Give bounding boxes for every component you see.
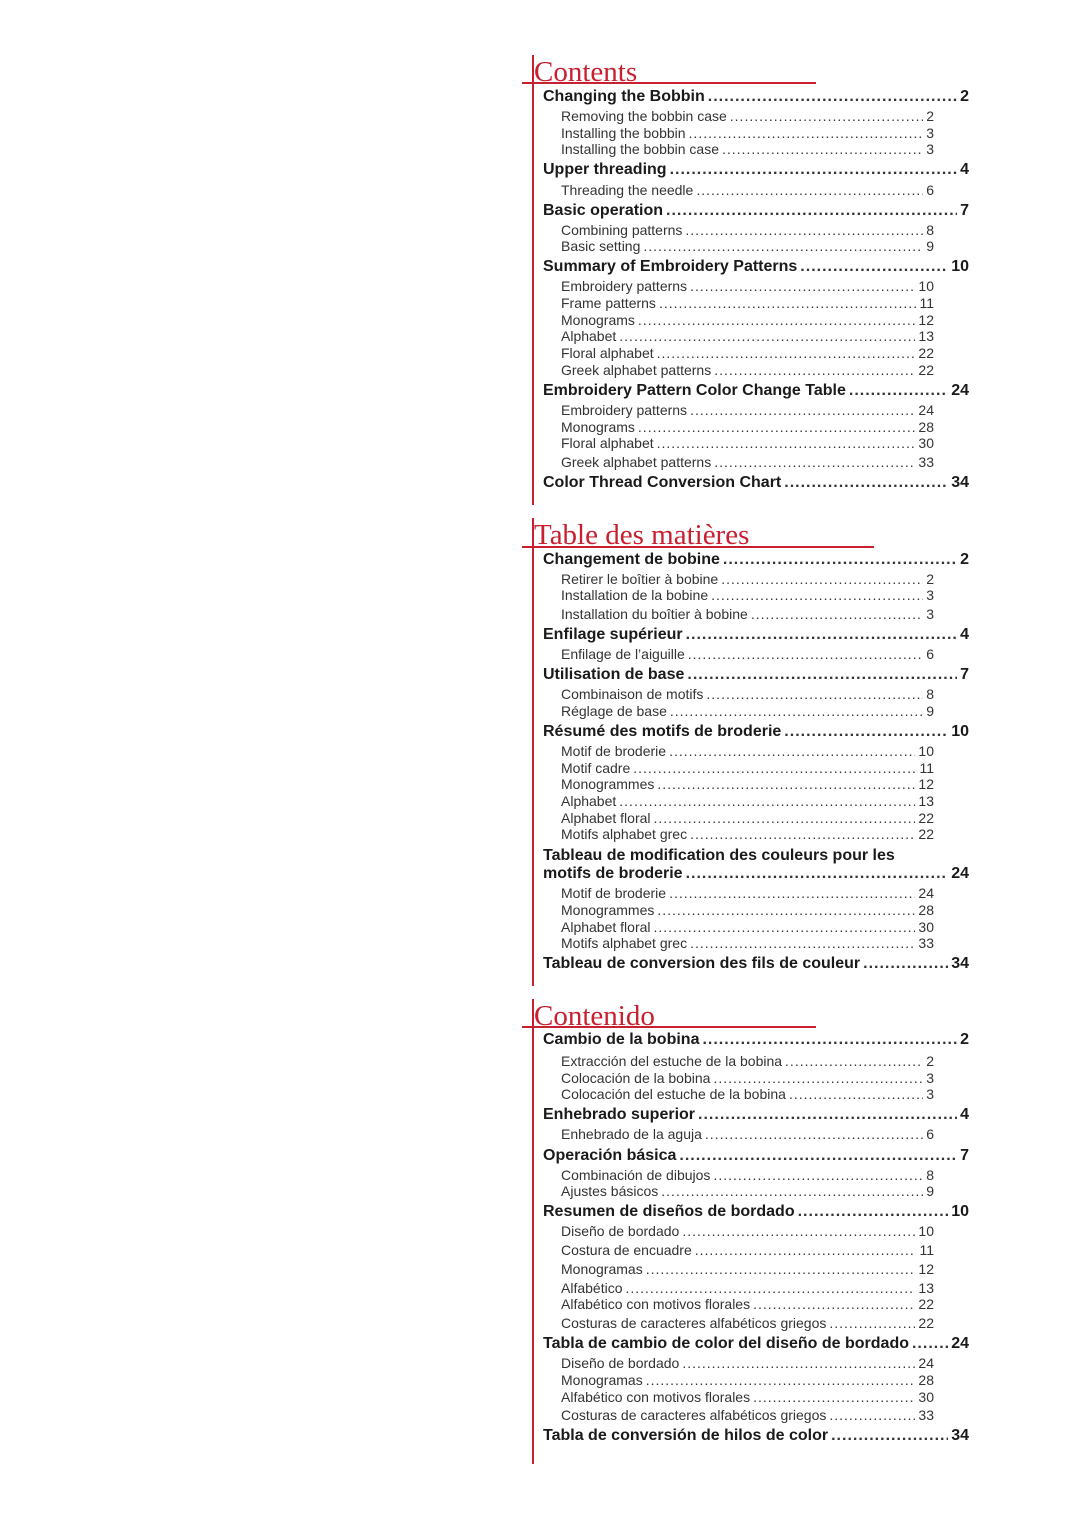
toc-subentry[interactable]: Costura de encuadre ..... 11 (561, 1242, 934, 1258)
toc-subentry[interactable]: Réglage de base ..... 9 (561, 703, 934, 719)
toc-subentry[interactable]: Enfilage de l’aiguille ..... 6 (561, 646, 934, 662)
toc-subentry[interactable]: Enhebrado de la aguja ..... 6 (561, 1126, 934, 1142)
toc-entry[interactable]: Tableau de conversion des fils de couleur ..... 34 (543, 955, 969, 973)
toc-subentry[interactable]: Installing the bobbin case ..... 3 (561, 141, 934, 157)
toc-entry[interactable]: Color Thread Conversion Chart ..... 34 (543, 474, 969, 492)
toc-subentry[interactable]: Installing the bobbin ..... 3 (561, 125, 934, 141)
toc-section-spanish (532, 999, 972, 1464)
toc-entry[interactable]: Embroidery Pattern Color Change Table ..... 24 (543, 382, 969, 400)
toc-subentry[interactable]: Colocación de la bobina ..... 3 (561, 1070, 934, 1086)
toc-subentry[interactable]: Monogrammes ..... 28 (561, 902, 934, 918)
toc-subentry[interactable]: Removing the bobbin case ..... 2 (561, 108, 934, 124)
toc-subentry[interactable]: Motif cadre ..... 11 (561, 760, 934, 776)
toc-subentry[interactable]: Alfabético con motivos florales ..... 30 (561, 1389, 934, 1405)
toc-subentry[interactable]: Ajustes básicos ..... 9 (561, 1183, 934, 1199)
toc-subentry[interactable]: Costuras de caracteres alfabéticos griegos ..... 33 (561, 1407, 934, 1423)
toc-entry[interactable]: Changing the Bobbin ..... 2 (543, 88, 969, 106)
toc-entry[interactable]: Utilisation de base ..... 7 (543, 666, 969, 684)
toc-subentry[interactable]: Costuras de caracteres alfabéticos griegos ..... 22 (561, 1315, 934, 1331)
toc-subentry[interactable]: Motifs alphabet grec ..... 33 (561, 935, 934, 951)
toc-subentry[interactable]: Alphabet ..... 13 (561, 328, 934, 344)
toc-entry[interactable]: Cambio de la bobina ..... 2 (543, 1031, 969, 1049)
toc-subentry[interactable]: Alphabet ..... 13 (561, 793, 934, 809)
section-heading: Contents (534, 56, 638, 88)
toc-subentry[interactable]: Frame patterns ..... 11 (561, 295, 934, 311)
toc-subentry[interactable]: Monogramas ..... 28 (561, 1372, 934, 1388)
toc-entry[interactable]: Resumen de diseños de bordado ..... 10 (543, 1203, 969, 1221)
toc-subentry[interactable]: Colocación del estuche de la bobina ..... 3 (561, 1086, 934, 1102)
toc-subentry[interactable]: Monogramas ..... 12 (561, 1261, 934, 1277)
toc-subentry[interactable]: Combinación de dibujos ..... 8 (561, 1167, 934, 1183)
toc-subentry[interactable]: Diseño de bordado ..... 24 (561, 1355, 934, 1371)
toc-entry[interactable]: Operación básica ..... 7 (543, 1147, 969, 1165)
section-vertical-rule (532, 999, 534, 1464)
toc-subentry[interactable]: Retirer le boîtier à bobine ..... 2 (561, 571, 934, 587)
toc-entry[interactable]: Changement de bobine ..... 2 (543, 551, 969, 569)
toc-entry[interactable]: Tabla de cambio de color del diseño de bordado ..... 24 (543, 1335, 969, 1353)
toc-subentry[interactable]: Monograms ..... 28 (561, 419, 934, 435)
toc-subentry[interactable]: Installation du boîtier à bobine ..... 3 (561, 606, 934, 622)
toc-subentry[interactable]: Motifs alphabet grec ..... 22 (561, 826, 934, 842)
toc-entry[interactable]: Summary of Embroidery Patterns ..... 10 (543, 258, 969, 276)
toc-subentry[interactable]: Alfabético con motivos florales ..... 22 (561, 1296, 934, 1312)
toc-subentry[interactable]: Threading the needle ..... 6 (561, 182, 934, 198)
toc-subentry[interactable]: Basic setting ..... 9 (561, 238, 934, 254)
toc-entry[interactable]: motifs de broderie ..... 24 (543, 865, 969, 883)
toc-subentry[interactable]: Embroidery patterns ..... 10 (561, 278, 934, 294)
toc-subentry[interactable]: Extracción del estuche de la bobina ..... 2 (561, 1053, 934, 1069)
section-vertical-rule (532, 55, 534, 505)
toc-subentry[interactable]: Combining patterns ..... 8 (561, 222, 934, 238)
toc-entry[interactable]: Enfilage supérieur ..... 4 (543, 626, 969, 644)
toc-subentry[interactable]: Floral alphabet ..... 30 (561, 435, 934, 451)
toc-subentry[interactable]: Installation de la bobine ..... 3 (561, 587, 934, 603)
toc-subentry[interactable]: Greek alphabet patterns ..... 33 (561, 454, 934, 470)
toc-subentry[interactable]: Combinaison de motifs ..... 8 (561, 686, 934, 702)
toc-subentry[interactable]: Monogrammes ..... 12 (561, 776, 934, 792)
toc-entry[interactable]: Résumé des motifs de broderie ..... 10 (543, 723, 969, 741)
toc-subentry[interactable]: Alphabet floral ..... 30 (561, 919, 934, 935)
toc-subentry[interactable]: Floral alphabet ..... 22 (561, 345, 934, 361)
section-vertical-rule (532, 518, 534, 986)
toc-entry-first-line[interactable]: Tableau de modification des couleurs pour les (543, 847, 895, 864)
section-heading: Contenido (534, 1000, 655, 1032)
toc-subentry[interactable]: Greek alphabet patterns ..... 22 (561, 362, 934, 378)
toc-subentry[interactable]: Motif de broderie ..... 24 (561, 885, 934, 901)
toc-subentry[interactable]: Alfabético ..... 13 (561, 1280, 934, 1296)
toc-section-english (532, 55, 972, 505)
toc-subentry[interactable]: Alphabet floral ..... 22 (561, 810, 934, 826)
toc-entry[interactable]: Upper threading ..... 4 (543, 161, 969, 179)
toc-entry[interactable]: Basic operation ..... 7 (543, 202, 969, 220)
toc-subentry[interactable]: Diseño de bordado ..... 10 (561, 1223, 934, 1239)
toc-entry[interactable]: Enhebrado superior ..... 4 (543, 1106, 969, 1124)
toc-subentry[interactable]: Embroidery patterns ..... 24 (561, 402, 934, 418)
toc-subentry[interactable]: Motif de broderie ..... 10 (561, 743, 934, 759)
toc-subentry[interactable]: Monograms ..... 12 (561, 312, 934, 328)
section-heading: Table des matières (534, 519, 750, 551)
toc-section-french (532, 518, 972, 986)
toc-entry[interactable]: Tabla de conversión de hilos de color ..... 34 (543, 1427, 969, 1445)
